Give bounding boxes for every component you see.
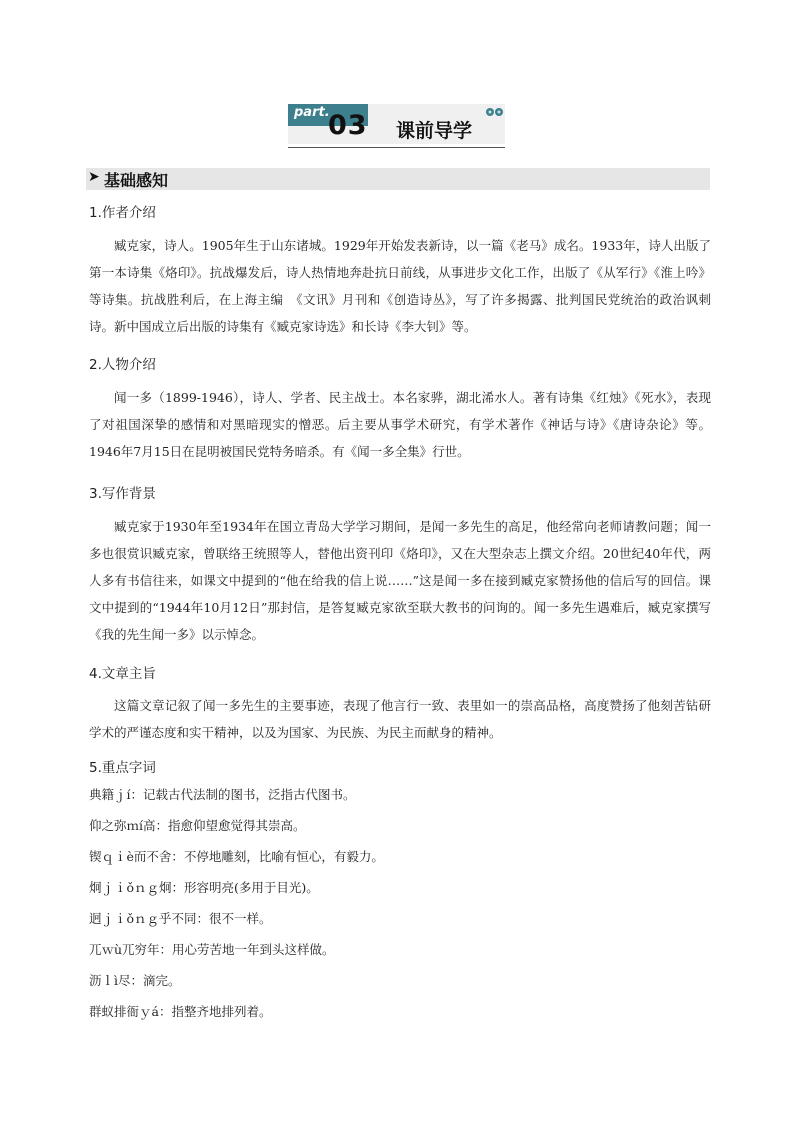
part-title: 课前导学 — [396, 120, 473, 142]
section-title: 基础感知 — [104, 171, 169, 190]
arrow-bullet-icon: ➤ — [88, 169, 100, 185]
part-header — [288, 104, 505, 148]
paragraph-person: 闻一多（1899-1946），诗人、学者、民主战士。本名家骅，湖北浠水人。著有诗集《红烛》《死水》，表现了对祖国深挚的感情和对黑暗现实的憎恶。后主要从事学术研究，有学术著作《神话与诗》《唐诗杂论》等。1946年7月15日在昆明被国民党特务暗杀。有《闻一多全集》行世。 — [89, 390, 711, 459]
vocab-item: 典籍ｊí：记载古代法制的图书，泛指古代图书。 — [89, 787, 356, 802]
paragraph-background: 臧克家于1930年至1934年在国立青岛大学学习期间，是闻一多先生的高足，他经常向老师请教问题；闻一多也很赏识臧克家，曾联络王统照等人，替他出资刊印《烙印》，又在大型杂志上撰文介绍。20世纪40年代，两人多有书信往来，如课文中提到的“他在给我的信上说……”这是闻一多在接到臧克家赞扬他的信后写的回信。课文中提到的“1944年10月12日”那封信，是答复臧克家欲至联大教书的问询的。闻一多先生遇难后，臧克家撰写《我的先生闻一多》以示悼念。 — [89, 519, 711, 642]
subsection-heading-author: 1.作者介绍 — [89, 205, 156, 221]
subsection-heading-person: 2.人物介绍 — [89, 357, 156, 373]
vocab-item: 炯ｊｉǒｎｇ炯：形容明亮(多用于目光)。 — [89, 880, 319, 895]
vocab-item: 兀ｗù兀穷年：用心劳苦地一年到头这样做。 — [89, 942, 335, 957]
subsection-heading-theme: 4.文章主旨 — [89, 666, 156, 682]
paragraph-theme: 这篇文章记叙了闻一多先生的主要事迹，表现了他言行一致、表里如一的崇高品格，高度赞扬了他刻苦钻研学术的严谨态度和实干精神，以及为国家、为民族、为民主而献身的精神。 — [89, 698, 711, 740]
section-heading — [86, 168, 710, 190]
part-number: 03 — [328, 110, 368, 141]
subsection-heading-background: 3.写作背景 — [89, 486, 156, 502]
vocab-item: 迥ｊｉǒｎｇ乎不同：很不一样。 — [89, 911, 272, 926]
vocab-item: 锲ｑｉè而不舍：不停地雕刻，比喻有恒心，有毅力。 — [89, 849, 384, 864]
subsection-heading-vocabulary: 5.重点字词 — [89, 760, 156, 776]
vocab-item: 仰之弥ｍí高：指愈仰望愈觉得其崇高。 — [89, 818, 306, 833]
vocab-item: 沥ｌì尽：滴完。 — [89, 973, 181, 988]
decorative-dots-icon — [485, 106, 505, 118]
part-label: part. — [294, 105, 330, 120]
paragraph-author: 臧克家，诗人。1905年生于山东诸城。1929年开始发表新诗，以一篇《老马》成名。1933年，诗人出版了第一本诗集《烙印》。抗战爆发后，诗人热情地奔赴抗日前线，从事进步文化工作，出版了《从军行》《淮上吟》等诗集。抗战胜利后，在上海主编 《文讯》月刊和《创造诗丛》，写了许多揭露、批判国民党统治的政治讽刺诗。新中国成立后出版的诗集有《臧克家诗选》和长诗《李大钊》等。 — [89, 238, 711, 334]
vocab-item: 群蚁排衙ｙá：指整齐地排列着。 — [89, 1004, 272, 1019]
header-underline — [288, 147, 505, 148]
